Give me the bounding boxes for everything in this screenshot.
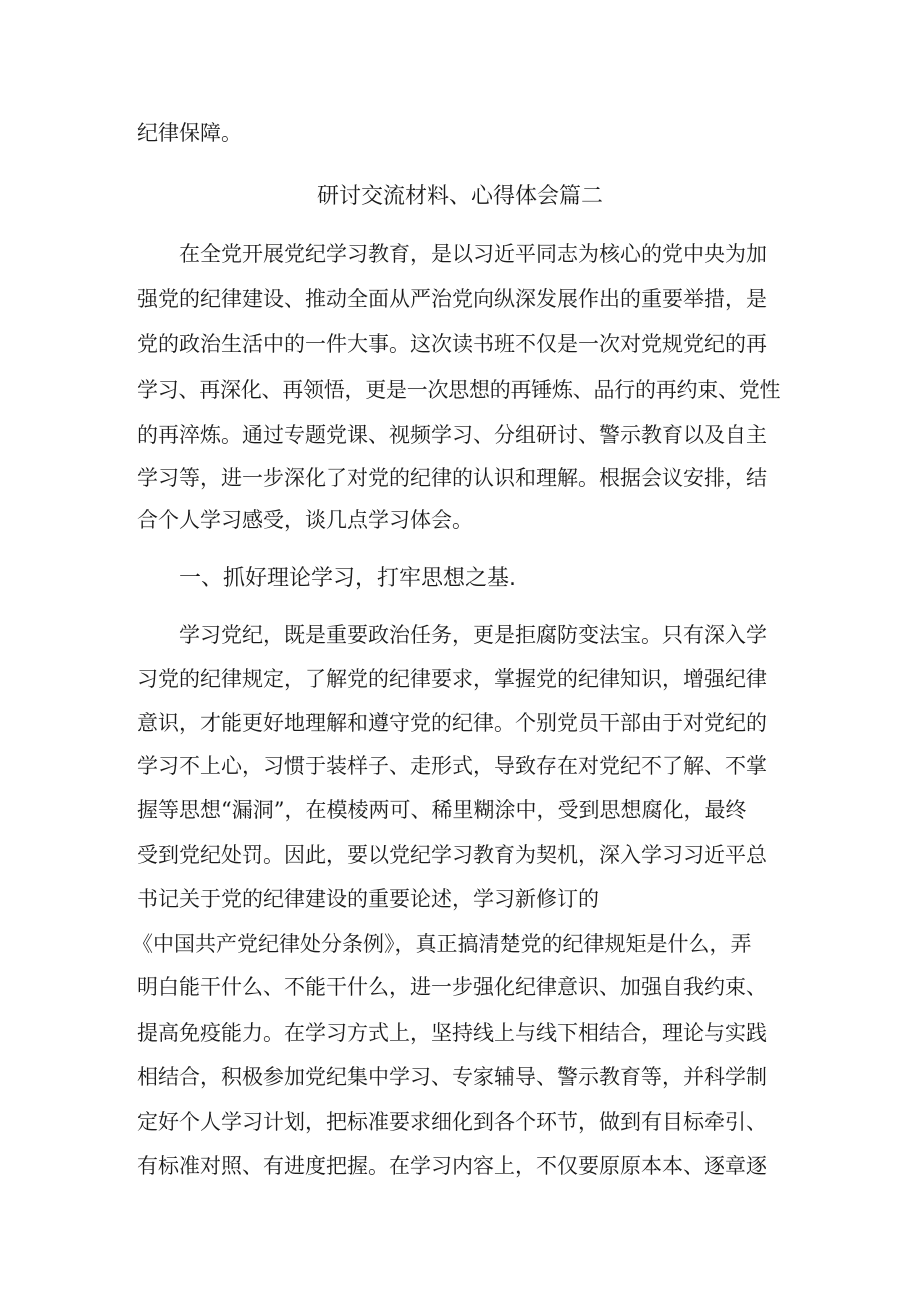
paragraph-line: 相结合，积极参加党纪集中学习、专家辅导、警示教育等，并科学制: [137, 1065, 767, 1089]
paragraph-line: 学习等，进一步深化了对党的纪律的认识和理解。根据会议安排，结: [137, 466, 767, 490]
paragraph-line: 《中国共产党纪律处分条例》，真正搞清楚党的纪律规矩是什么，弄: [132, 932, 752, 956]
paragraph-line: 学习不上心，习惯于装样子、走形式，导致存在对党纪不了解、不掌: [137, 754, 767, 778]
paragraph-line: 强党的纪律建设、推动全面从严治党向纵深发展作出的重要举措，是: [137, 287, 767, 311]
paragraph-line: 合个人学习感受，谈几点学习体会。: [137, 508, 473, 532]
lead-line: 纪律保障。: [137, 121, 242, 145]
paragraph-line: 定好个人学习计划，把标准要求细化到各个环节，做到有目标牵引、: [137, 1110, 767, 1134]
section-title: 研讨交流材料、心得体会篇二: [316, 184, 603, 209]
paragraph-line: 握等思想“漏洞”，在模棱两可、稀里糊涂中，受到思想腐化，最终: [137, 798, 747, 822]
paragraph-line: 有标准对照、有进度把握。在学习内容上，不仅要原原本本、逐章逐: [137, 1154, 767, 1178]
paragraph-line: 学习党纪，既是重要政治任务，更是拒腐防变法宝。只有深入学: [179, 623, 767, 647]
paragraph-line: 明白能干什么、不能干什么，进一步强化纪律意识、加强自我约束、: [137, 975, 767, 999]
paragraph-line: 学习、再深化、再领悟，更是一次思想的再锤炼、品行的再约束、党性: [137, 378, 781, 402]
paragraph-line: 的再淬炼。通过专题党课、视频学习、分组研讨、警示教育以及自主: [137, 423, 767, 447]
paragraph-line: 在全党开展党纪学习教育，是以习近平同志为核心的党中央为加: [179, 242, 767, 266]
section-heading: 一、抓好理论学习，打牢思想之基.: [179, 566, 516, 591]
paragraph-line: 受到党纪处罚。因此，要以党纪学习教育为契机，深入学习习近平总: [137, 843, 767, 867]
paragraph-line: 党的政治生活中的一件大事。这次读书班不仅是一次对党规党纪的再: [137, 332, 767, 356]
paragraph-line: 书记关于党的纪律建设的重要论述，学习新修订的: [137, 887, 599, 911]
paragraph-line: 习党的纪律规定，了解党的纪律要求，掌握党的纪律知识，增强纪律: [137, 667, 767, 691]
paragraph-line: 提高免疫能力。在学习方式上，坚持线上与线下相结合，理论与实践: [137, 1021, 767, 1045]
paragraph-line: 意识，才能更好地理解和遵守党的纪律。个别党员干部由于对党纪的: [137, 711, 767, 735]
